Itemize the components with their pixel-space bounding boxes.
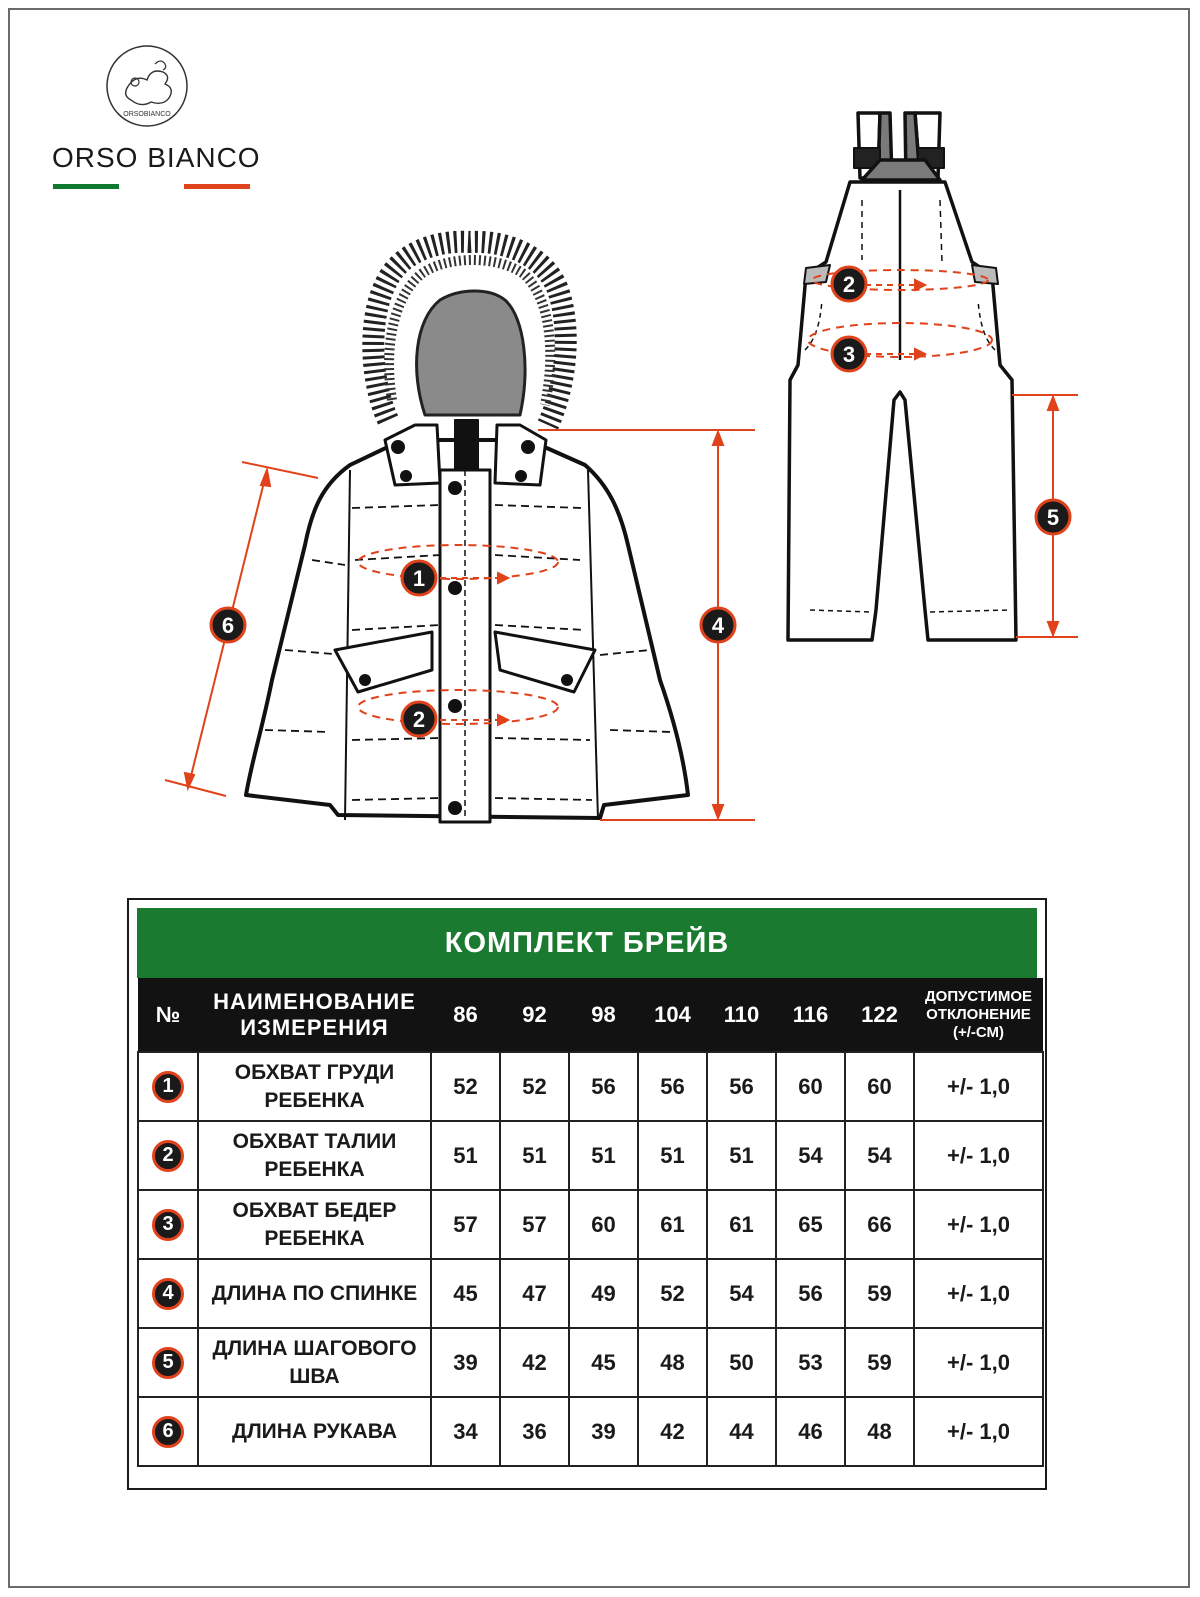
row-num-cell [138, 1259, 198, 1328]
row-num-cell [138, 1121, 198, 1190]
size-value: 44 [707, 1397, 776, 1466]
svg-text:4: 4 [711, 613, 725, 638]
header-deviation: ДОПУСТИМОЕ ОТКЛОНЕНИЕ (+/-СМ) [914, 978, 1043, 1052]
measurement-name: ДЛИНА РУКАВА [198, 1397, 431, 1466]
table-row [138, 1259, 1043, 1328]
row-number-badge: 1 [152, 1071, 184, 1103]
size-value: 54 [707, 1259, 776, 1328]
jacket-drawing [246, 242, 688, 822]
size-value: 52 [500, 1052, 569, 1121]
size-value: 53 [776, 1328, 845, 1397]
deviation-value: +/- 1,0 [914, 1259, 1043, 1328]
size-value: 54 [776, 1121, 845, 1190]
measurement-name: ОБХВАТ ТАЛИИ РЕБЕНКА [198, 1121, 431, 1190]
size-table [137, 978, 1044, 1467]
size-value: 59 [845, 1328, 914, 1397]
table-row [138, 1190, 1043, 1259]
size-value: 56 [569, 1052, 638, 1121]
size-value: 57 [431, 1190, 500, 1259]
size-value: 51 [569, 1121, 638, 1190]
header-num: № [138, 978, 198, 1052]
size-value: 47 [500, 1259, 569, 1328]
size-value: 51 [638, 1121, 707, 1190]
size-value: 34 [431, 1397, 500, 1466]
measurement-name: ДЛИНА ШАГОВОГО ШВА [198, 1328, 431, 1397]
svg-text:1: 1 [412, 566, 426, 591]
size-value: 48 [845, 1397, 914, 1466]
pants-drawing [788, 113, 1016, 640]
size-value: 42 [638, 1397, 707, 1466]
size-value: 51 [707, 1121, 776, 1190]
size-value: 60 [845, 1052, 914, 1121]
size-value: 61 [707, 1190, 776, 1259]
size-value: 46 [776, 1397, 845, 1466]
row-number-badge: 2 [152, 1140, 184, 1172]
hood-inner [417, 291, 525, 415]
size-value: 39 [431, 1328, 500, 1397]
header-size: 116 [776, 978, 845, 1052]
row-number-badge: 3 [152, 1209, 184, 1241]
svg-text:2: 2 [842, 272, 856, 297]
svg-text:2: 2 [412, 707, 426, 732]
row-num-cell [138, 1190, 198, 1259]
row-num-cell [138, 1052, 198, 1121]
header-size: 110 [707, 978, 776, 1052]
marker-jacket-1 [402, 561, 436, 595]
size-value: 59 [845, 1259, 914, 1328]
svg-text:5: 5 [1046, 505, 1060, 530]
size-value: 60 [569, 1190, 638, 1259]
logo-text: ORSOBIANCO [123, 111, 171, 118]
size-value: 56 [638, 1052, 707, 1121]
svg-text:6: 6 [221, 613, 235, 638]
marker-pants-3 [832, 337, 866, 371]
table-row [138, 1328, 1043, 1397]
deviation-value: +/- 1,0 [914, 1328, 1043, 1397]
size-value: 42 [500, 1328, 569, 1397]
measurement-name: ОБХВАТ ГРУДИ РЕБЕНКА [198, 1052, 431, 1121]
marker-jacket-2 [402, 702, 436, 736]
size-value: 51 [431, 1121, 500, 1190]
svg-text:3: 3 [842, 342, 856, 367]
row-number-badge: 5 [152, 1347, 184, 1379]
size-value: 56 [776, 1259, 845, 1328]
size-table-container [127, 898, 1047, 1490]
marker-pants-5 [1036, 500, 1070, 534]
size-value: 56 [707, 1052, 776, 1121]
measurement-name: ДЛИНА ПО СПИНКЕ [198, 1259, 431, 1328]
marker-pants-2 [832, 267, 866, 301]
header-size: 98 [569, 978, 638, 1052]
marker-jacket-4 [701, 608, 735, 642]
header-size: 122 [845, 978, 914, 1052]
table-row [138, 1121, 1043, 1190]
row-num-cell [138, 1397, 198, 1466]
deviation-value: +/- 1,0 [914, 1052, 1043, 1121]
table-row [138, 1397, 1043, 1466]
header-name: НАИМЕНОВАНИЕ ИЗМЕРЕНИЯ [198, 978, 431, 1052]
deviation-value: +/- 1,0 [914, 1397, 1043, 1466]
size-value: 50 [707, 1328, 776, 1397]
size-value: 61 [638, 1190, 707, 1259]
header-size: 86 [431, 978, 500, 1052]
row-number-badge: 6 [152, 1416, 184, 1448]
size-value: 52 [431, 1052, 500, 1121]
size-value: 48 [638, 1328, 707, 1397]
size-value: 57 [500, 1190, 569, 1259]
header-size: 92 [500, 978, 569, 1052]
header-size: 104 [638, 978, 707, 1052]
size-value: 45 [569, 1328, 638, 1397]
size-value: 52 [638, 1259, 707, 1328]
pants-body [788, 182, 1016, 640]
row-num-cell [138, 1328, 198, 1397]
table-header-row [138, 978, 1043, 1052]
size-value: 51 [500, 1121, 569, 1190]
size-value: 39 [569, 1397, 638, 1466]
marker-jacket-6 [211, 608, 245, 642]
size-value: 49 [569, 1259, 638, 1328]
deviation-value: +/- 1,0 [914, 1121, 1043, 1190]
size-value: 45 [431, 1259, 500, 1328]
size-value: 60 [776, 1052, 845, 1121]
size-value: 54 [845, 1121, 914, 1190]
table-row [138, 1052, 1043, 1121]
size-value: 65 [776, 1190, 845, 1259]
table-title: КОМПЛЕКТ БРЕЙВ [137, 908, 1037, 978]
size-value: 66 [845, 1190, 914, 1259]
deviation-value: +/- 1,0 [914, 1190, 1043, 1259]
size-value: 36 [500, 1397, 569, 1466]
brand-name: ORSO BIANCO [52, 142, 261, 173]
row-number-badge: 4 [152, 1278, 184, 1310]
measurement-name: ОБХВАТ БЕДЕР РЕБЕНКА [198, 1190, 431, 1259]
